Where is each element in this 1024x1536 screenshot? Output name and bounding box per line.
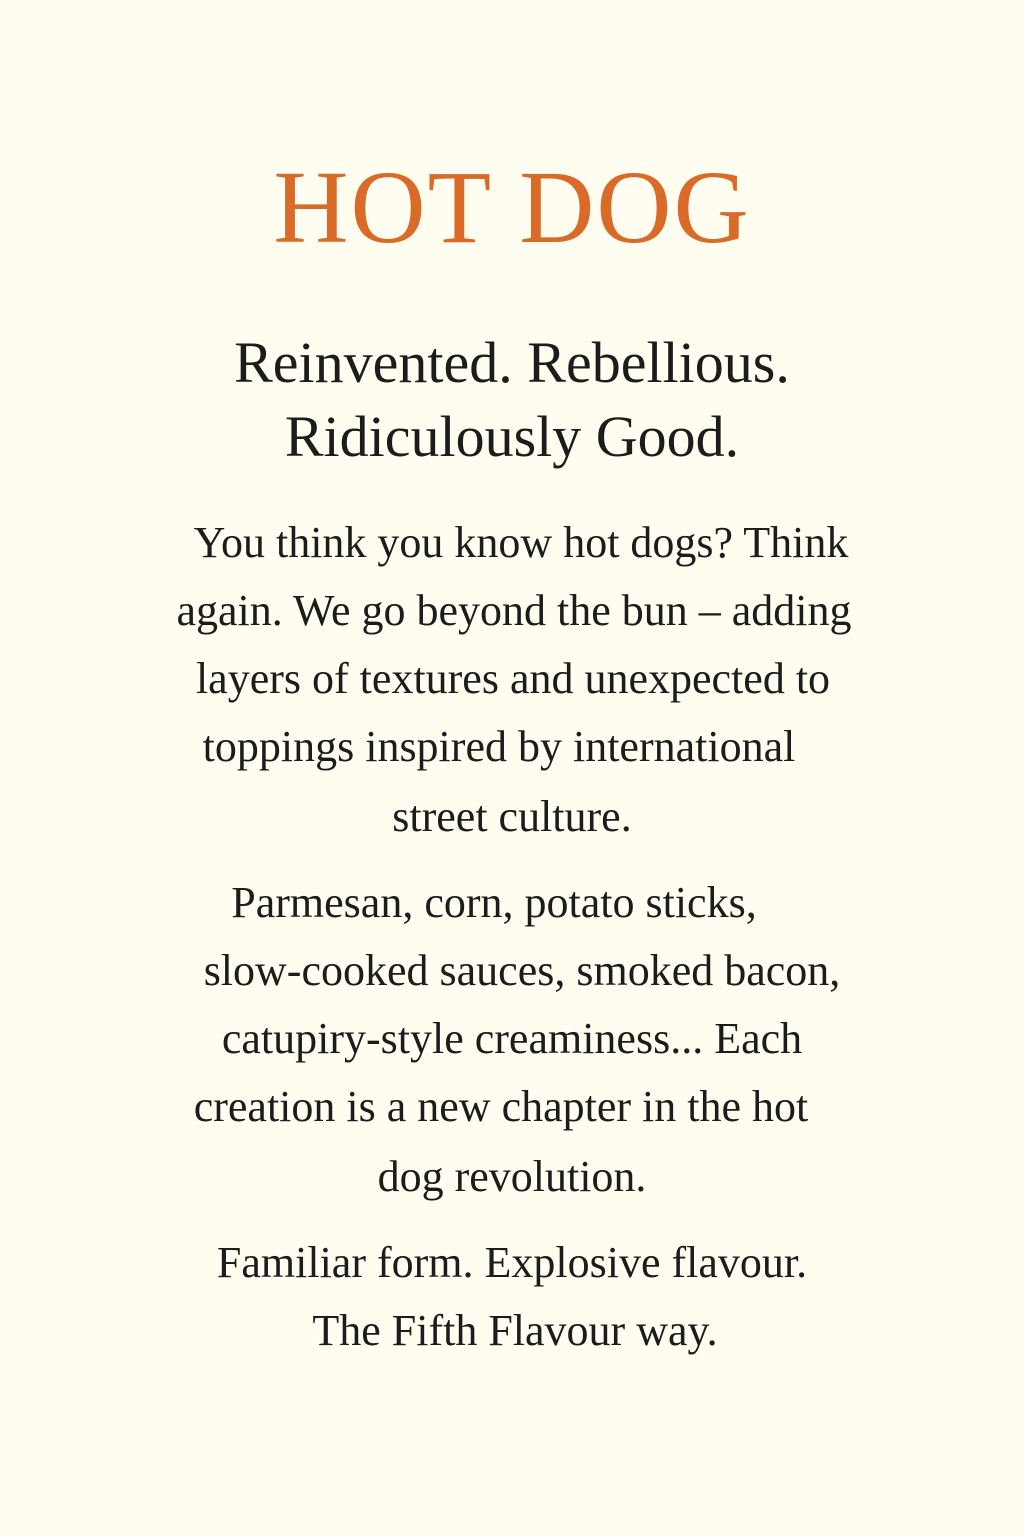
paragraph-line: street culture. bbox=[392, 792, 632, 841]
paragraph-line: Parmesan, corn, potato sticks, bbox=[231, 878, 757, 927]
paragraph-line: creation is a new chapter in the hot bbox=[193, 1082, 809, 1131]
paragraph-line: dog revolution. bbox=[377, 1152, 647, 1201]
tagline-line: Reinvented. Rebellious. bbox=[234, 330, 790, 395]
page-title: HOT DOG bbox=[273, 150, 751, 265]
closing-line: The Fifth Flavour way. bbox=[312, 1306, 718, 1355]
tagline bbox=[0, 326, 1024, 474]
paragraph-line: slow-cooked sauces, smoked bacon, bbox=[203, 946, 841, 995]
paragraph-line: catupiry-style creaminess... Each bbox=[221, 1014, 803, 1063]
paragraph-line: You think you know hot dogs? Think bbox=[193, 518, 849, 567]
paragraph-line: layers of textures and unexpected to bbox=[195, 654, 831, 703]
tagline-line: Ridiculously Good. bbox=[284, 404, 740, 469]
paragraph-line: again. We go beyond the bun – adding bbox=[176, 586, 852, 635]
paragraph-line: toppings inspired by international bbox=[202, 722, 796, 771]
closing-line: Familiar form. Explosive flavour. bbox=[216, 1238, 808, 1287]
